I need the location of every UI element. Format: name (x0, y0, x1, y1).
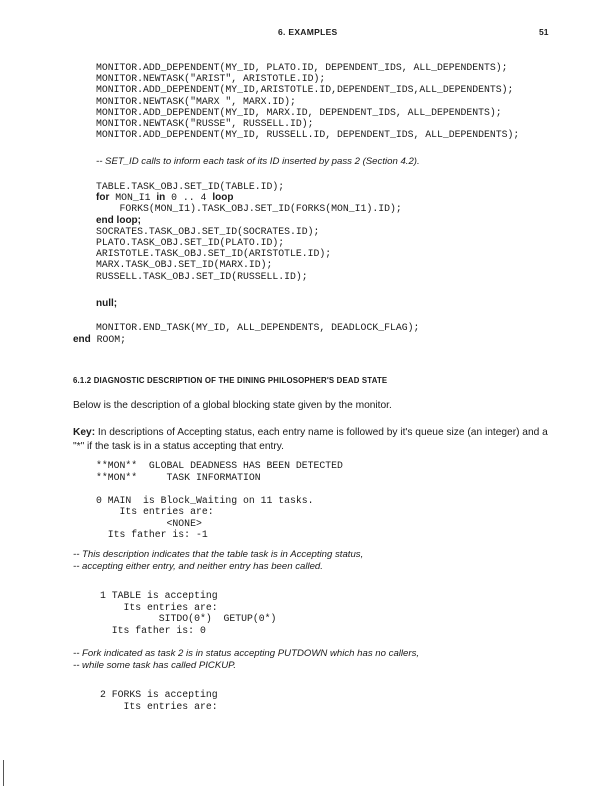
code-line: MONITOR.NEWTASK("RUSSE", RUSSELL.ID); (96, 118, 314, 130)
code-line: MONITOR.END_TASK(MY_ID, ALL_DEPENDENTS, DEADLOCK_FLAG); (96, 322, 420, 333)
keyword-for: for (96, 192, 110, 204)
intro-paragraph: Below is the description of a global blocking state given by the monitor. (73, 400, 392, 411)
keyword-in: in (156, 192, 166, 204)
end-task-call (96, 322, 419, 333)
output-line: <NONE> (96, 517, 202, 529)
monitor-output-table (100, 590, 276, 636)
output-comment-forks (73, 648, 419, 672)
code-block-set-id (96, 181, 402, 282)
comment-line: -- while some task has called PICKUP. (73, 660, 236, 671)
code-line: MONITOR.ADD_DEPENDENT(MY_ID, PLATO.ID, DEPENDENT_IDS, ALL_DEPENDENTS); (96, 62, 508, 73)
keyword-end: end (73, 334, 91, 345)
output-line: Its entries are: (96, 506, 214, 517)
code-line: MONITOR.ADD_DEPENDENT(MY_ID, MARX.ID, DEPENDENT_IDS, ALL_DEPENDENTS); (96, 106, 502, 118)
key-paragraph (73, 426, 559, 453)
end-room (73, 334, 126, 345)
monitor-output-forks (100, 689, 218, 712)
output-line: 0 MAIN is Block_Waiting on 11 tasks. (96, 494, 314, 506)
code-line: MONITOR.NEWTASK("ARIST", ARISTOTLE.ID); (96, 73, 326, 85)
code-line: MARX.TASK_OBJ.SET_ID(MARX.ID); (96, 259, 273, 271)
output-comment-table (73, 549, 363, 573)
output-line: Its entries are: (100, 601, 218, 613)
output-line: Its entries are: (100, 700, 218, 712)
code-fragment: 0 .. 4 (165, 192, 213, 204)
key-text: In descriptions of Accepting status, each entry name is followed by it's queue size (an integer) and a "*" if the task is in a status accepting that entry. (73, 427, 548, 452)
code-fragment: MON_I1 (109, 192, 157, 204)
code-line: FORKS(MON_I1).TASK_OBJ.SET_ID(FORKS(MON_I1).ID); (96, 203, 402, 215)
output-line: **MON** GLOBAL DEADNESS HAS BEEN DETECTED (96, 460, 343, 471)
output-line: Its father is: 0 (100, 624, 206, 636)
running-header (0, 27, 612, 41)
code-line: RUSSELL.TASK_OBJ.SET_ID(RUSSELL.ID); (96, 270, 308, 282)
comment-line: -- accepting either entry, and neither entry has been called. (73, 561, 323, 572)
comment-line: -- This description indicates that the table task is in Accepting status, (73, 549, 364, 560)
keyword-null: null; (96, 298, 118, 309)
section-heading: 6.1.2 DIAGNOSTIC DESCRIPTION OF THE DINING PHILOSOPHER'S DEAD STATE (73, 376, 388, 385)
page-number: 51 (539, 27, 549, 37)
code-line: SOCRATES.TASK_OBJ.SET_ID(SOCRATES.ID); (96, 225, 320, 237)
code-line: TABLE.TASK_OBJ.SET_ID(TABLE.ID); (96, 181, 285, 192)
key-label: Key: (73, 427, 96, 438)
keyword-loop: loop (212, 192, 234, 204)
output-line: 2 FORKS is accepting (100, 689, 218, 700)
scan-margin-mark (3, 760, 4, 786)
output-line: SITDO(0*) GETUP(0*) (100, 613, 277, 624)
code-line: MONITOR.NEWTASK("MARX ", MARX.ID); (96, 95, 296, 107)
chapter-title: 6. EXAMPLES (278, 27, 338, 37)
code-line: MONITOR.ADD_DEPENDENT(MY_ID,ARISTOTLE.ID,DEPENDENT_IDS,ALL_DEPENDENTS); (96, 84, 514, 96)
comment-line: -- Fork indicated as task 2 is in status accepting PUTDOWN which has no callers, (73, 648, 420, 659)
output-line: 1 TABLE is accepting (100, 590, 218, 601)
code-block-add-dependents (96, 62, 519, 140)
output-line: **MON** TASK INFORMATION (96, 471, 261, 483)
code-line: MONITOR.ADD_DEPENDENT(MY_ID, RUSSELL.ID, DEPENDENT_IDS, ALL_DEPENDENTS); (96, 129, 520, 141)
code-line: ARISTOTLE.TASK_OBJ.SET_ID(ARISTOTLE.ID); (96, 248, 332, 260)
code-line: PLATO.TASK_OBJ.SET_ID(PLATO.ID); (96, 237, 285, 249)
output-line: Its father is: -1 (96, 529, 208, 540)
keyword-end-loop: end loop; (96, 214, 141, 226)
null-statement (96, 298, 117, 309)
code-comment: -- SET_ID calls to inform each task of its ID inserted by pass 2 (Section 4.2). (96, 156, 420, 167)
monitor-output-main (96, 460, 343, 541)
code-fragment: ROOM; (90, 334, 127, 345)
